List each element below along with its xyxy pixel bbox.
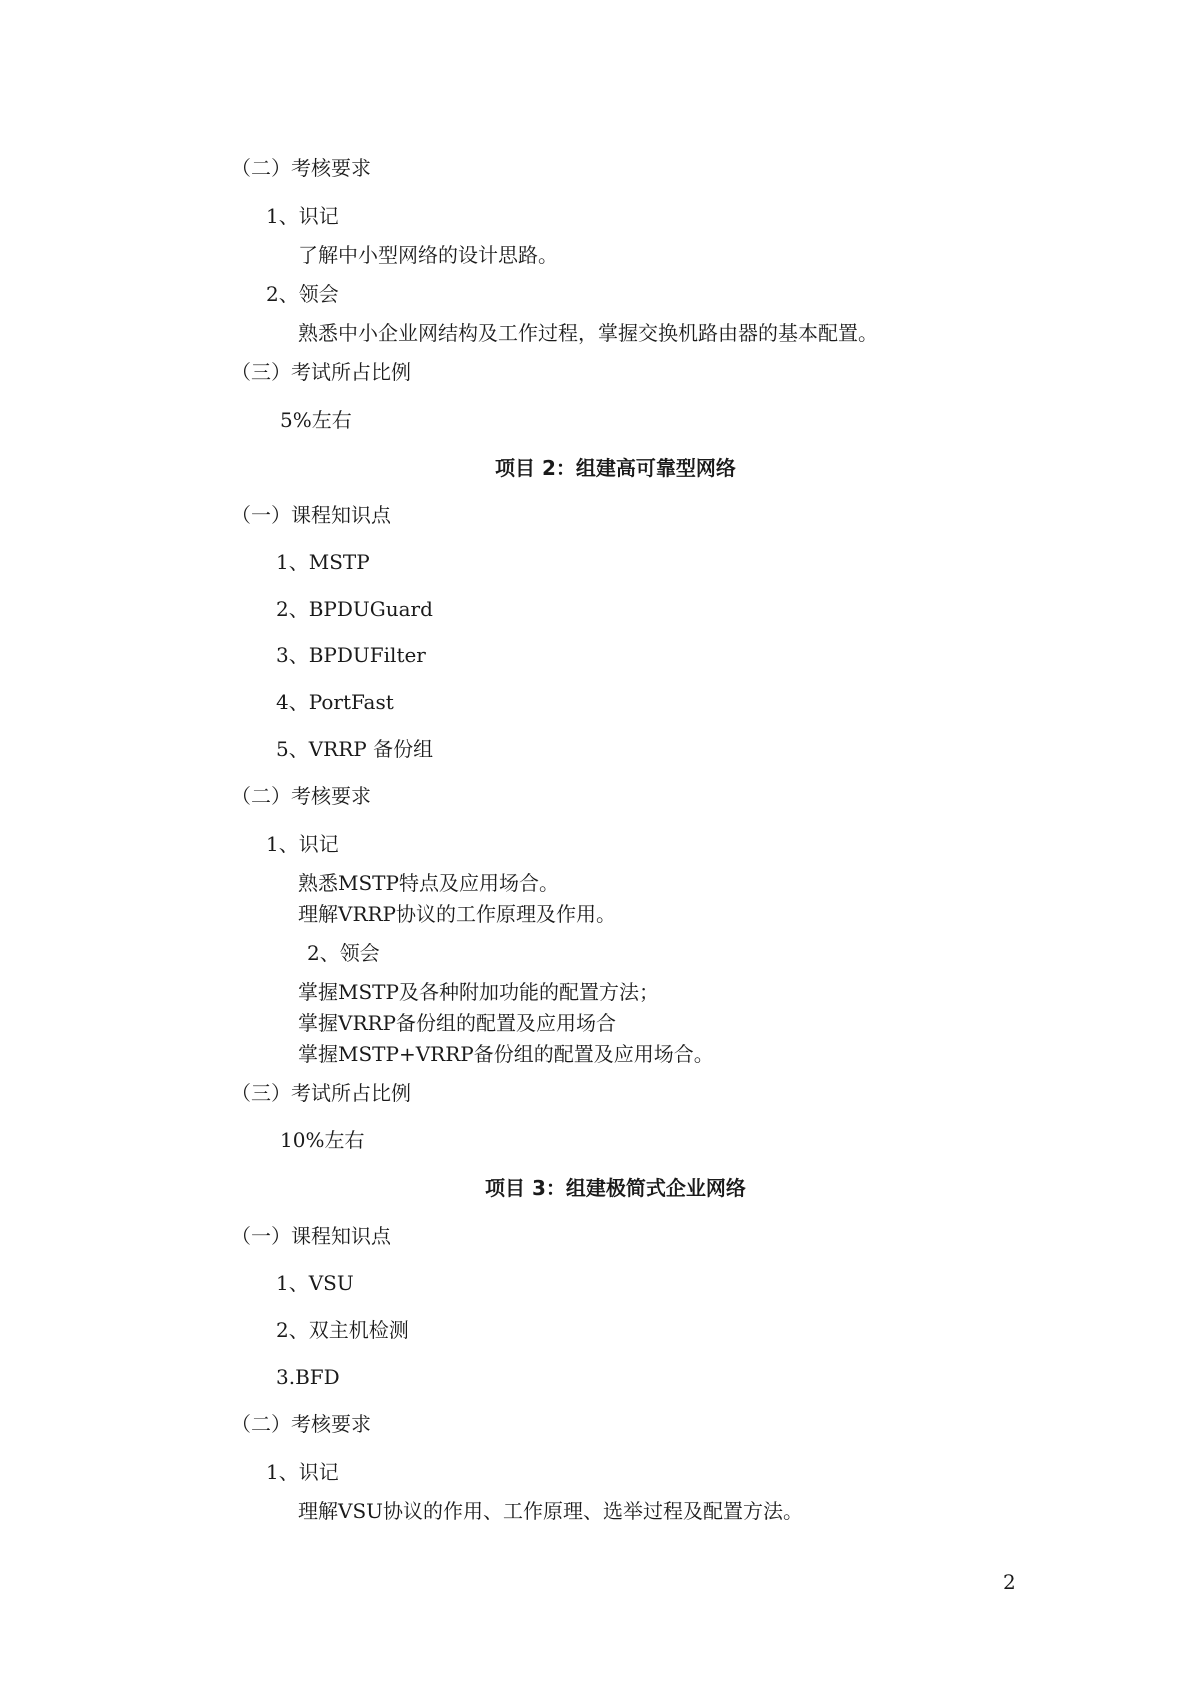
project-title: 项目 2：组建高可靠型网络 [495,456,736,480]
list-item: 1、MSTP [276,550,370,574]
exam-ratio-value: 5%左右 [280,408,352,432]
body-text: 理解VSU协议的作用、工作原理、选举过程及配置方法。 [298,1499,803,1523]
body-text: 了解中小型网络的设计思路。 [298,243,558,267]
section-heading-assessment: （二）考核要求 [231,784,371,808]
subheading-memorize: 1、识记 [266,1460,339,1484]
body-text: 理解VRRP协议的工作原理及作用。 [298,902,617,926]
list-item: 3、BPDUFilter [276,643,426,667]
list-item: 2、BPDUGuard [276,597,433,621]
page-number: 2 [1003,1570,1016,1594]
list-item: 4、PortFast [276,690,394,714]
section-heading-exam-ratio: （三）考试所占比例 [231,1081,411,1105]
list-item: 3.BFD [276,1365,340,1389]
section-heading-knowledge-points: （一）课程知识点 [231,503,391,527]
list-item: 2、双主机检测 [276,1318,409,1342]
subheading-comprehend: 2、领会 [307,941,380,965]
section-heading-assessment: （二）考核要求 [231,1412,371,1436]
exam-ratio-value: 10%左右 [280,1128,365,1152]
list-item: 1、VSU [276,1271,354,1295]
subheading-memorize: 1、识记 [266,204,339,228]
section-heading-knowledge-points: （一）课程知识点 [231,1224,391,1248]
body-text: 熟悉中小企业网结构及工作过程，掌握交换机路由器的基本配置。 [298,321,878,345]
section-heading-exam-ratio: （三）考试所占比例 [231,360,411,384]
project-title: 项目 3：组建极简式企业网络 [485,1176,746,1200]
body-text: 掌握VRRP备份组的配置及应用场合 [298,1011,617,1035]
body-text: 掌握MSTP及各种附加功能的配置方法； [298,980,659,1004]
subheading-memorize: 1、识记 [266,832,339,856]
list-item: 5、VRRP 备份组 [276,737,434,761]
subheading-comprehend: 2、领会 [266,282,339,306]
section-heading-assessment: （二）考核要求 [231,156,371,180]
body-text: 掌握MSTP+VRRP备份组的配置及应用场合。 [298,1042,714,1066]
body-text: 熟悉MSTP特点及应用场合。 [298,871,559,895]
